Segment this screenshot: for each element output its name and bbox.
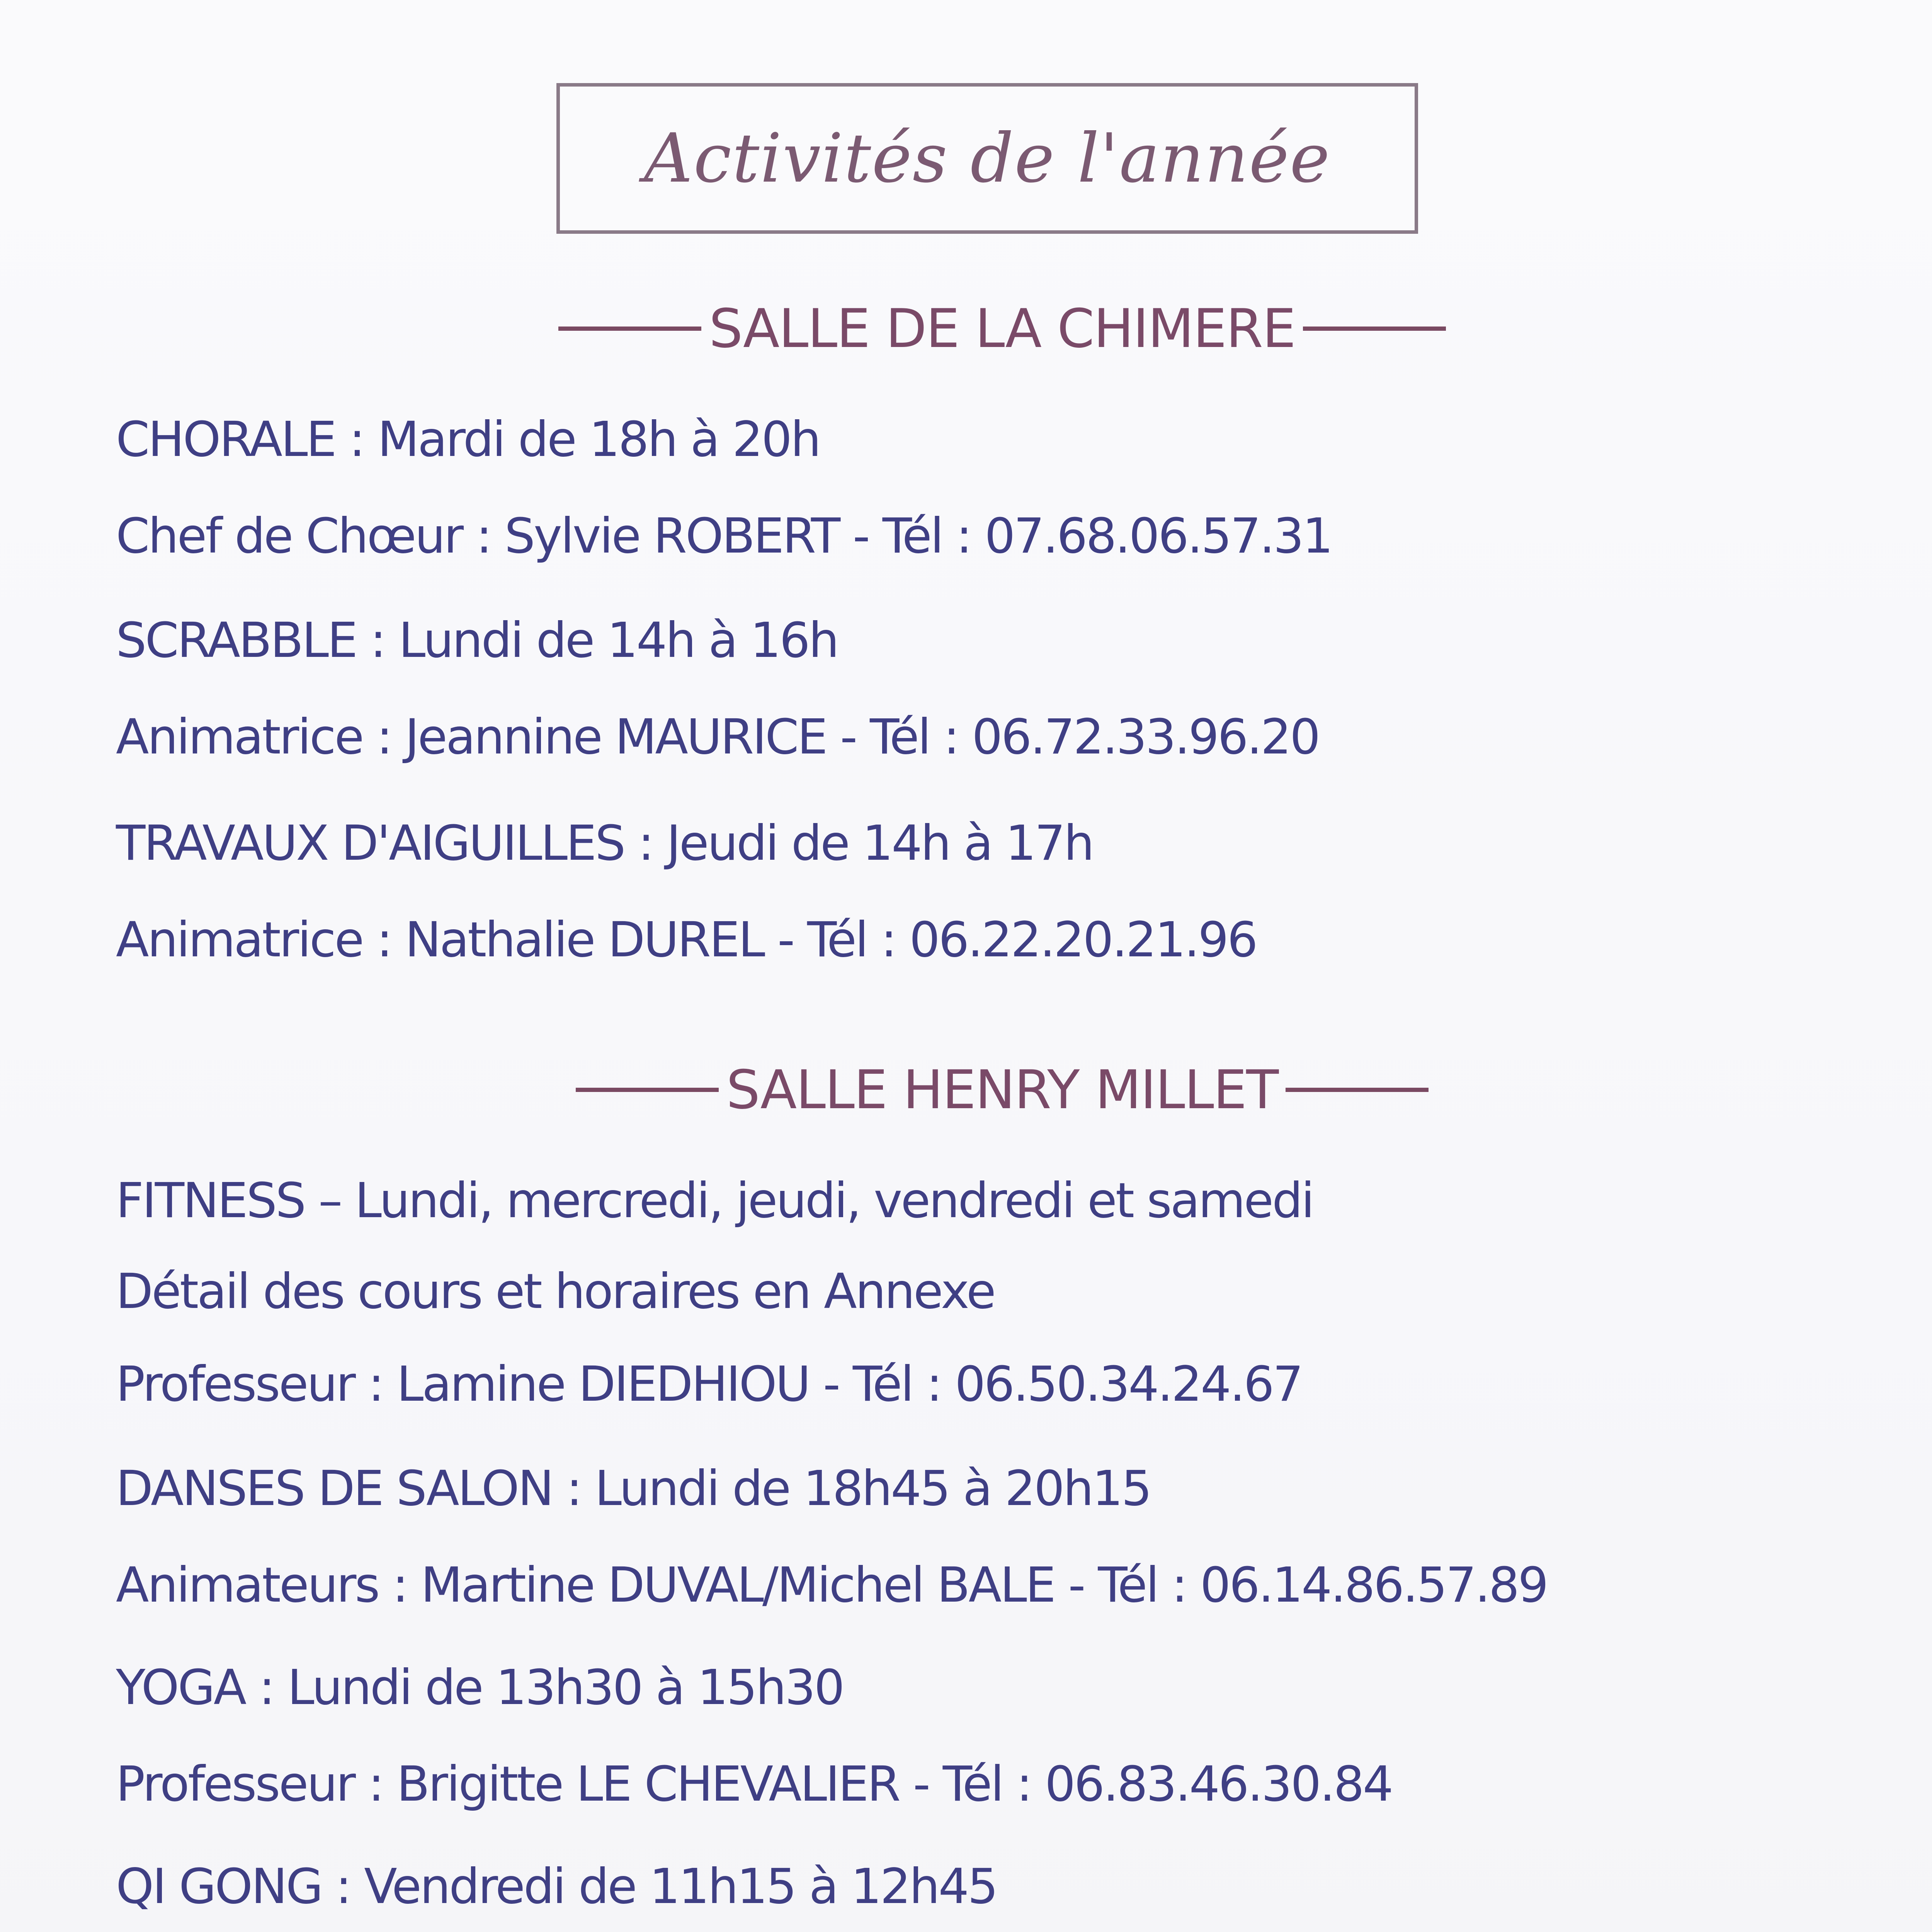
- activity-line: YOGA : Lundi de 13h30 à 15h30: [116, 1660, 844, 1716]
- section-title-chimere: SALLE DE LA CHIMERE: [709, 298, 1296, 360]
- activity-line: CHORALE : Mardi de 18h à 20h: [116, 412, 820, 468]
- divider-line: [1286, 1088, 1429, 1092]
- section-header-henry-millet: [0, 1059, 1932, 1121]
- activity-line: DANSES DE SALON : Lundi de 18h45 à 20h15: [116, 1461, 1151, 1517]
- contact-line: Professeur : Brigitte LE CHEVALIER - Tél : 06.83.46.30.84: [116, 1756, 1392, 1812]
- contact-line: Professeur : Lamine DIEDHIOU - Tél : 06.50.34.24.67: [116, 1356, 1302, 1412]
- divider-line: [558, 327, 701, 331]
- activity-line: FITNESS – Lundi, mercredi, jeudi, vendredi et samedi: [116, 1173, 1313, 1229]
- page-title: Activités de l'année: [644, 119, 1331, 198]
- activity-line: TRAVAUX D'AIGUILLES : Jeudi de 14h à 17h: [116, 815, 1093, 871]
- divider-line: [576, 1088, 719, 1092]
- contact-line: Animatrice : Nathalie DUREL - Tél : 06.22.20.21.96: [116, 912, 1257, 968]
- contact-line: Animateurs : Martine DUVAL/Michel BALE - Tél : 06.14.86.57.89: [116, 1557, 1547, 1613]
- detail-line: Détail des cours et horaires en Annexe: [116, 1264, 995, 1320]
- section-header-chimere: [0, 298, 1932, 360]
- activity-line: QI GONG : Vendredi de 11h15 à 12h45: [116, 1859, 997, 1915]
- contact-line: Animatrice : Jeannine MAURICE - Tél : 06.72.33.96.20: [116, 709, 1319, 765]
- activity-line: SCRABBLE : Lundi de 14h à 16h: [116, 612, 838, 668]
- section-title-henry-millet: SALLE HENRY MILLET: [726, 1059, 1278, 1121]
- divider-line: [1303, 327, 1446, 331]
- contact-line: Chef de Chœur : Sylvie ROBERT - Tél : 07.68.06.57.31: [116, 508, 1332, 564]
- title-box: [556, 83, 1418, 234]
